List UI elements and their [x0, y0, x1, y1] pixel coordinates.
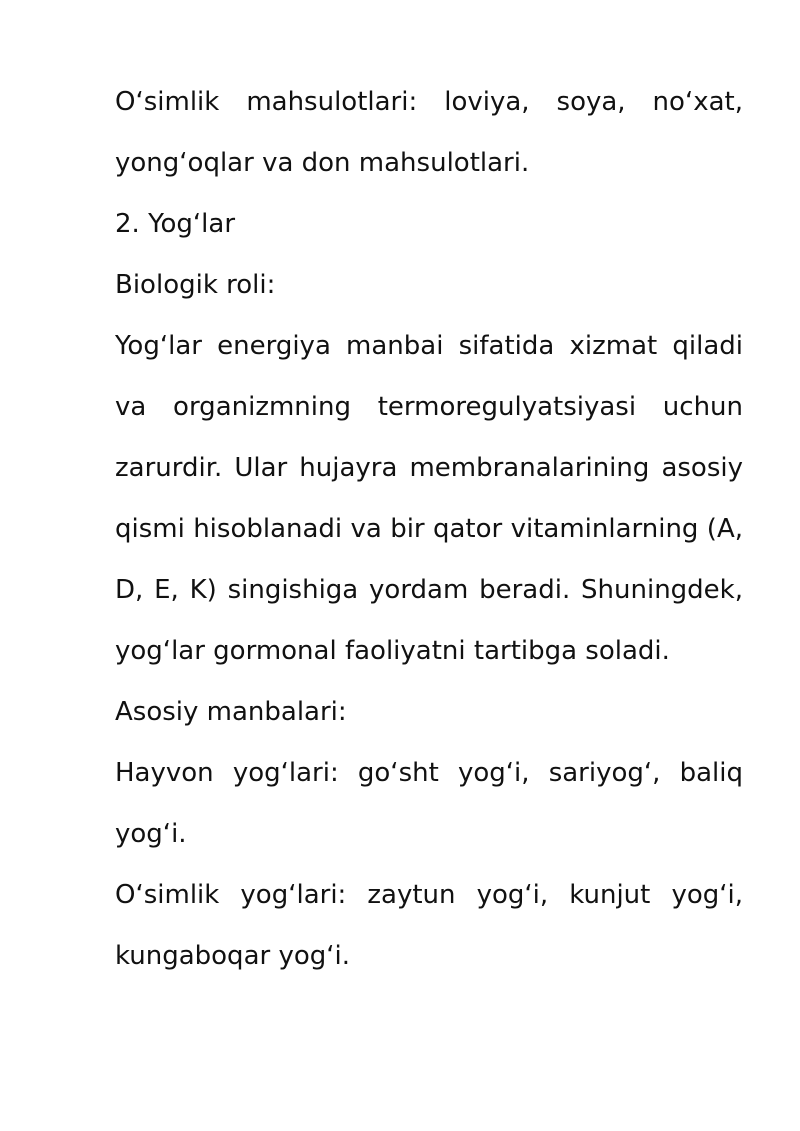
document-page [115, 72, 743, 987]
main-sources-label: Asosiy manbalari: [115, 697, 347, 727]
plant-oils-paragraph: O‘simlik yog‘lari: zaytun yog‘i, kunjut yog‘i, kungaboqar yog‘i. [115, 880, 743, 971]
section-heading-fats: 2. Yog‘lar [115, 209, 236, 239]
fats-role-paragraph: Yog‘lar energiya manbai sifatida xizmat qiladi va organizmning termoregulyatsiyasi uchun zarurdir. Ular hujayra membranalarining asosiy qismi hisoblanadi va bir qator vitaminlarning (A, D, E, K) singishiga yordam beradi. Shuningdek, yog‘lar gormonal faoliyatni tartibga soladi. [115, 331, 743, 666]
animal-fats-paragraph: Hayvon yog‘lari: go‘sht yog‘i, sariyog‘, baliq yog‘i. [115, 758, 743, 849]
biological-role-label: Biologik roli: [115, 270, 276, 300]
plant-protein-sources-paragraph: O‘simlik mahsulotlari: loviya, soya, no‘xat, yong‘oqlar va don mahsulotlari. [115, 87, 743, 178]
